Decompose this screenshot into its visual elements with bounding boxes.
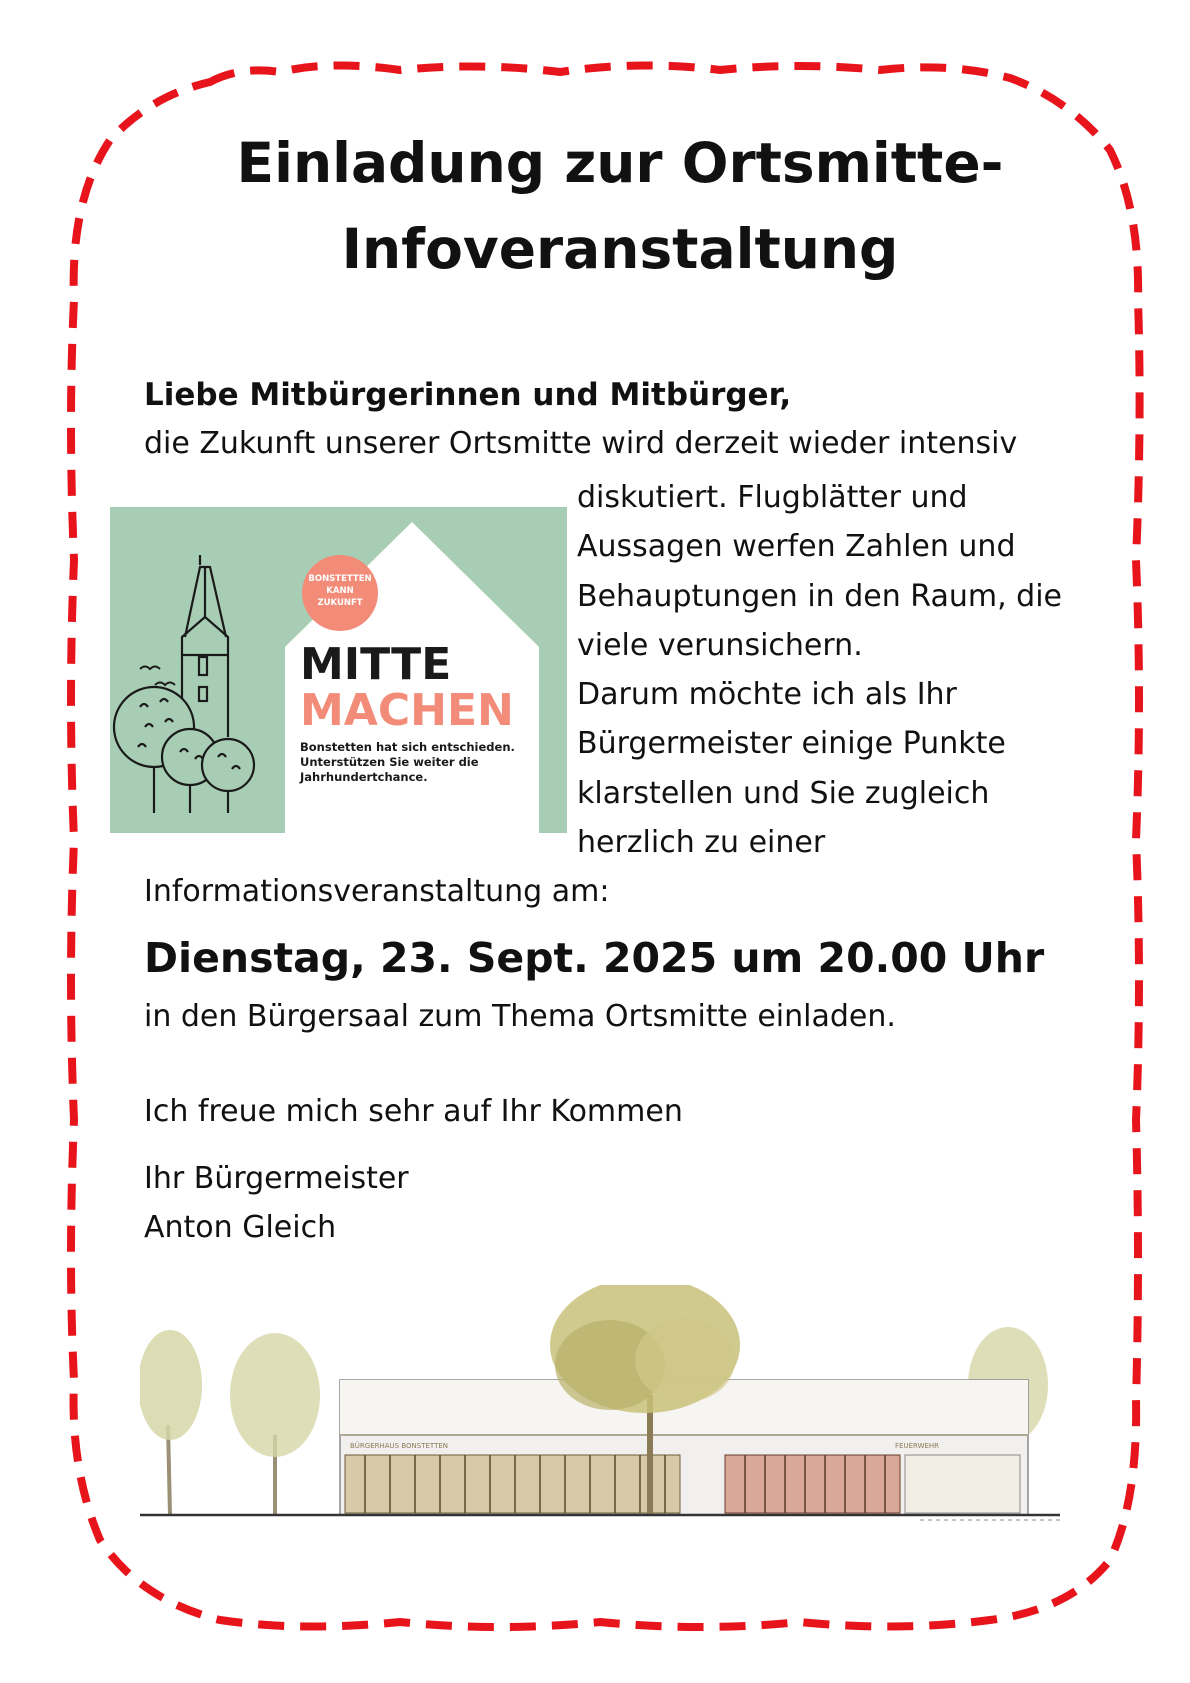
paragraph-line: Bürgermeister einige Punkte [577, 726, 1006, 762]
wrapped-paragraph [577, 473, 1062, 867]
logo-word-machen: MACHEN [300, 685, 514, 736]
logo-badge-line-2: KANN [326, 586, 354, 596]
logo-tagline-1: Bonstetten hat sich entschieden. [300, 740, 515, 754]
signature-name: Anton Gleich [144, 1210, 337, 1245]
intro-line: die Zukunft unserer Ortsmitte wird derzeit wieder intensiv [144, 426, 1018, 461]
title-line-1: Einladung zur Ortsmitte- [236, 131, 1004, 195]
greeting: Liebe Mitbürgerinnen und Mitbürger, [144, 377, 792, 413]
paragraph-line: herzlich zu einer [577, 825, 826, 861]
venue-line: in den Bürgersaal zum Thema Ortsmitte einladen. [144, 999, 896, 1034]
building-sign-left: BÜRGERHAUS BONSTETTEN [350, 1442, 448, 1450]
signature [144, 1154, 409, 1252]
title-line-2: Infoveranstaltung [341, 217, 899, 281]
paragraph-line: diskutiert. Flugblätter und [577, 480, 968, 515]
info-line: Informationsveranstaltung am: [144, 874, 610, 909]
signature-role: Ihr Bürgermeister [144, 1161, 409, 1196]
logo-badge-line-1: BONSTETTEN [308, 574, 372, 584]
logo-tagline-3: Jahrhundertchance. [300, 770, 428, 784]
logo-word-mitte: MITTE [300, 639, 452, 690]
paragraph-line: viele verunsichern. [577, 627, 863, 663]
logo-badge-line-3: ZUKUNFT [317, 598, 363, 608]
logo-tagline-2: Unterstützen Sie weiter die [300, 755, 479, 769]
building-illustration [140, 1285, 1060, 1537]
paragraph-line: Darum möchte ich als Ihr [577, 677, 957, 713]
event-date: Dienstag, 23. Sept. 2025 um 20.00 Uhr [144, 934, 1045, 982]
paragraph-line: Aussagen werfen Zahlen und [577, 529, 1016, 565]
mitte-machen-logo [110, 507, 567, 833]
page-title [120, 120, 1120, 292]
building-sign-right: FEUERWEHR [895, 1442, 940, 1450]
paragraph-line: Behauptungen in den Raum, die [577, 578, 1062, 614]
paragraph-line: klarstellen und Sie zugleich [577, 775, 990, 811]
closing-line: Ich freue mich sehr auf Ihr Kommen [144, 1094, 683, 1129]
